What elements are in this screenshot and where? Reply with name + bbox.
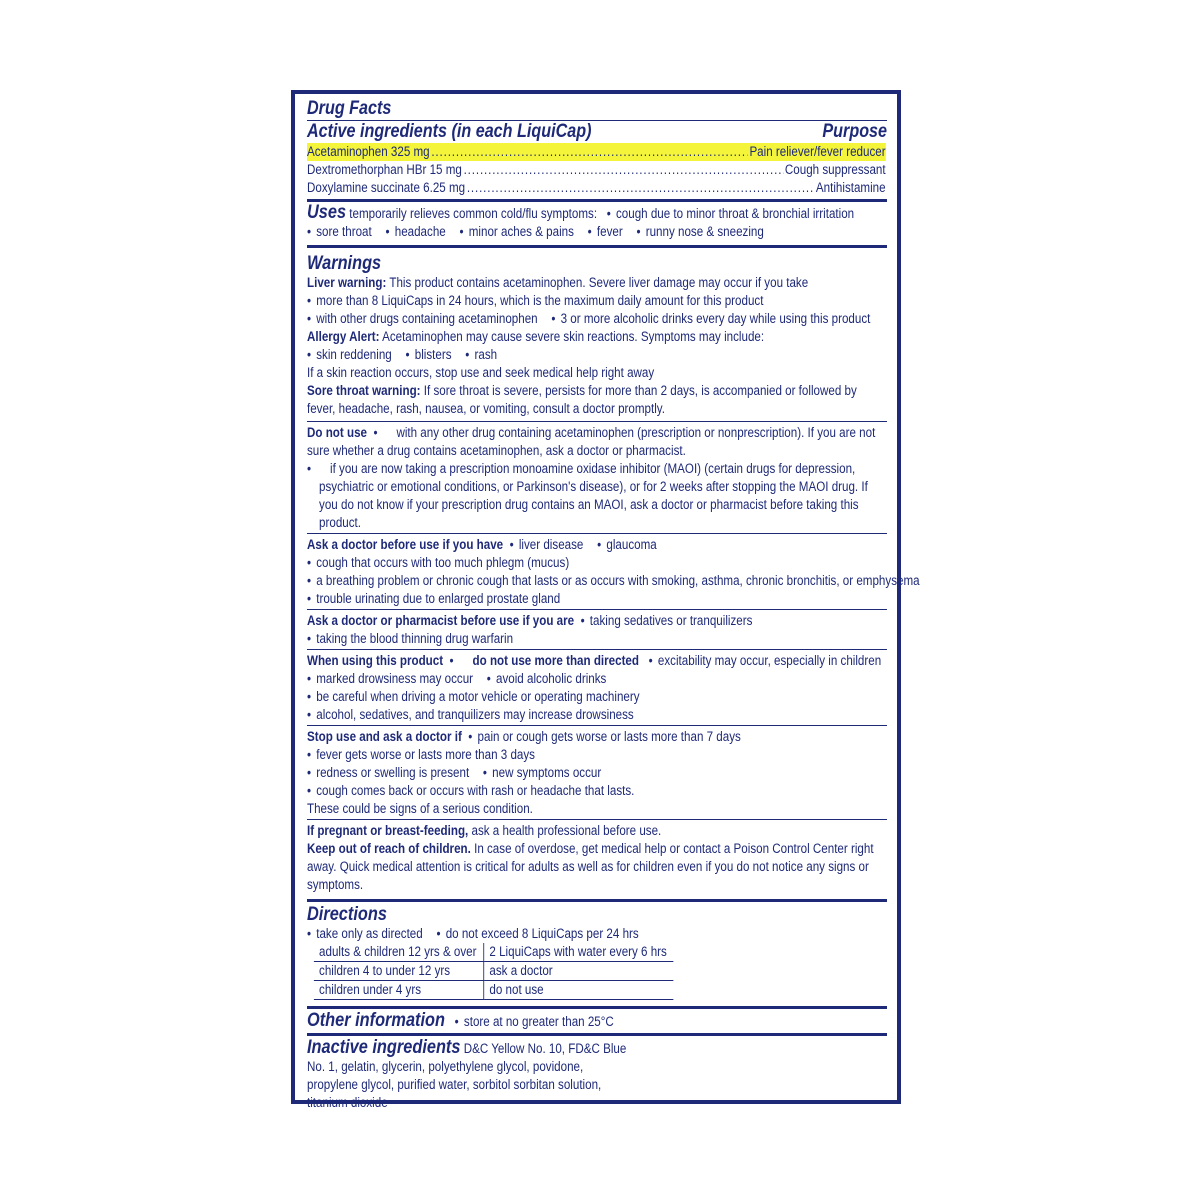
inactive-ingredients-section: Inactive ingredients D&C Yellow No. 10, FD&C Blue No. 1, gelatin, glycerin, polyethylene glycol, povidone, propylene glycol, purified water, sorbitol sorbitan solution, titanium dioxide <box>307 1037 627 1110</box>
active-ingredients-header: Active ingredients (in each LiquiCap) <box>307 121 592 142</box>
directions-section: Directions • take only as directed• do not exceed 8 LiquiCaps per 24 hrs adults & children 12 yrs & over 2 LiquiCaps with water every 6 hrs children 4 to under 12 yrs ask a doctor children under 4 yrs do not use <box>307 905 886 1000</box>
uses-section: Uses temporarily relieves common cold/flu symptoms: • cough due to minor throat & bronchial irritation • sore throat• headache• minor aches & pains• fever• runny nose & sneezing <box>307 204 886 241</box>
other-information-section: Other information • store at no greater than 25°C <box>307 1012 886 1031</box>
ingredient-row: Dextromethorphan HBr 15 mg ..... Cough suppressant <box>307 161 886 179</box>
purpose-header: Purpose <box>822 121 887 142</box>
warnings-section: Warnings Liver warning: This product contains acetaminophen. Severe liver damage may occur if you take • more than 8 LiquiCaps in 24 hours, which is the maximum daily amount for this product • with other drugs containing acetaminophen• 3 or more alcoholic drinks every day while using this product Allergy Alert: Acetaminophen may cause severe skin reactions. Symptoms may include: • skin reddening• blisters• rash If a skin reaction occurs, stop use and seek medical help right away Sore throat warning: If sore throat is severe, persists for more than 2 days, is accompanied or followed by fever, headache, rash, nausea, or vomiting, consult a doctor promptly. <box>307 254 886 418</box>
ingredient-row: Acetaminophen 325 mg ..... Pain reliever/fever reducer <box>307 143 886 161</box>
directions-table: adults & children 12 yrs & over 2 LiquiCaps with water every 6 hrs children 4 to under 12 yrs ask a doctor children under 4 yrs do not use <box>314 943 674 1000</box>
drug-facts-title: Drug Facts <box>307 98 392 119</box>
ingredient-row: Doxylamine succinate 6.25 mg ..... Antihistamine <box>307 179 886 197</box>
drug-facts-panel: Drug Facts Active ingredients (in each LiquiCap) Purpose Acetaminophen 325 mg ..... Pain reliever/fever reducer Dextromethorphan HBr 15 mg ..... Cough suppressant Doxylamine succinate 6.25 mg ..... Antihistamine Uses temporarily relieves common cold/flu symptoms: • cough due to minor throat & bronchial irritation • sore throat• headache• minor aches & pains• fever• runny nose & sneezing Warnings Liver warning: This product contains acetaminophen. Severe liver damage may occur if you take • more than 8 LiquiCaps in 24 hours, which is the maximum daily amount for this product • with other drugs containing acetaminophen• 3 or more alcoholic drinks every day while using this product Allergy Alert: Acetaminophen may cause severe skin reactions. Symptoms may include: • skin reddening• blisters• rash If a skin reaction occurs, stop use and seek medical help right away Sore throat warning: If sore throat is severe, persists for more than 2 days, is accompanied or followed by fever, headache, rash, nausea, or vomiting, consult a doctor promptly. Do not use • with any other drug containing acetaminophen (prescription or nonprescription). If you are not sure whether a drug contains acetaminophen, ask a doctor or pharmacist. • if you are now taking a prescription monoamine oxidase inhibitor (MAOI) (certain drugs for depression, psychiatric or emotional conditions, or Parkinson's disease), or for 2 weeks after stopping the MAOI drug. If you do not know if your prescription drug contains an MAOI, ask a doctor or pharmacist before taking this product. Ask a doctor before use if you have • liver disease• glaucoma • cough that occurs with too much phlegm (mucus) • a breathing problem or chronic cough that lasts or as occurs with smoking, asthma, chronic bronchitis, or emphysema • trouble urinating due to enlarged prostate gland Ask a doctor or pharmacist before use if you are • taking sedatives or tranquilizers • taking the blood thinning drug warfarin When using this product • do not use more than directed • excitability may occur, especially in children • marked drowsiness may occur• avoid alcoholic drinks • be careful when driving a motor vehicle or operating machinery • alcohol, sedatives, and tranquilizers may increase drowsiness Stop use and ask a doctor if • pain or cough gets worse or lasts more than 7 days • fever gets worse or lasts more than 3 days • redness or swelling is present• new symptoms occur • cough comes back or occurs with rash or headache that lasts. These could be signs of a serious condition. If pregnant or breast-feeding, ask a health professional before use. Keep out of reach of children. In case of overdose, get medical help or contact a Poison Control Center right away. Quick medical attention is critical for adults as well as for children even if you do not notice any signs or symptoms. Directions • take only as directed• do not exceed 8 LiquiCaps per 24 hrs adults & children 12 yrs & over 2 LiquiCaps with water every 6 hrs children 4 to under 12 yrs ask a doctor children under 4 yrs do not use Other information • store at no greater than 25°C Inactive ingredients D&C Yellow No. 10, FD&C Blue No. 1, gelatin, glycerin, polyethylene glycol, povidone, propylene glycol, purified water, sorbitol sorbitan solution, titanium dioxide <box>291 90 901 1104</box>
